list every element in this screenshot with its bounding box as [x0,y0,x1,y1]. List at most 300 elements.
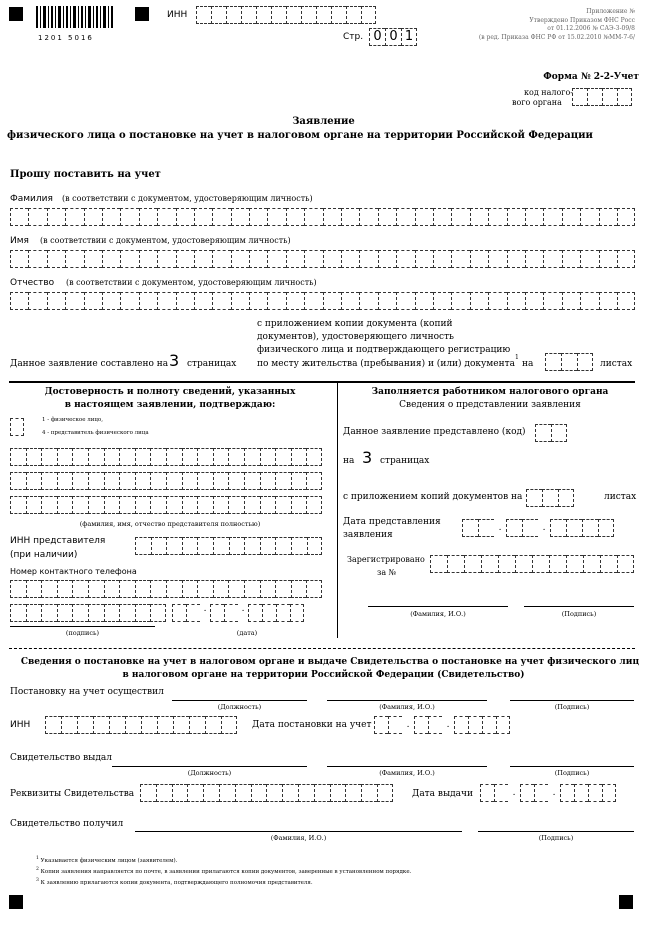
certificate-inn-cells[interactable] [45,716,237,734]
input-cell[interactable] [213,448,229,466]
input-cell[interactable] [249,208,267,226]
input-cell[interactable] [330,784,346,802]
request-heading: Прошу поставить на учет [10,169,161,180]
input-cell[interactable] [235,784,251,802]
input-cell[interactable] [41,448,57,466]
input-cell[interactable] [580,208,598,226]
input-cell[interactable] [72,580,88,598]
input-cell[interactable] [244,472,260,490]
input-cell[interactable] [275,580,291,598]
requisites-cells[interactable] [140,784,393,802]
input-cell[interactable] [93,716,109,734]
input-cell[interactable] [396,292,414,310]
input-cell[interactable] [139,292,157,310]
input-cell[interactable] [221,716,237,734]
confirm-date-caption: (дата) [236,629,258,637]
appendix-line: (в ред. Приказа ФНС РФ от 15.02.2010 №ММ-7-6/ [478,33,635,41]
input-cell[interactable] [26,472,42,490]
name-cells[interactable] [10,250,635,268]
footnote-2: $^2$ Копии заявления направляется по почте, в заявлении прилагаются копии документов, заверенные в установленном порядке. [36,867,412,875]
corner-marker-top-mid [135,7,149,21]
input-cell[interactable] [28,208,46,226]
officer-date-cells[interactable]: . . [462,519,614,537]
input-cell[interactable] [451,292,469,310]
input-cell[interactable] [104,472,120,490]
input-cell[interactable] [47,292,65,310]
input-cell[interactable] [267,208,285,226]
input-cell[interactable] [212,208,230,226]
input-cell[interactable] [197,580,213,598]
input-cell[interactable] [525,292,543,310]
input-cell[interactable] [228,472,244,490]
certificate-title-2: в налоговом органе на территории Российской Федерации (Свидетельство) [122,670,525,680]
input-cell[interactable] [109,716,125,734]
input-cell[interactable] [26,580,42,598]
input-cell[interactable] [291,496,307,514]
issued-fio-line [327,766,487,767]
input-cell[interactable] [125,716,141,734]
input-cell[interactable] [304,250,322,268]
input-cell[interactable] [275,472,291,490]
input-cell[interactable] [580,292,598,310]
attach-superscript: 1 [515,354,519,361]
input-cell[interactable] [260,472,276,490]
input-cell[interactable] [599,250,617,268]
input-cell[interactable] [47,250,65,268]
input-cell[interactable] [304,208,322,226]
input-cell[interactable] [61,716,77,734]
input-cell[interactable] [182,537,198,555]
input-cell[interactable] [45,716,61,734]
input-cell[interactable] [104,448,120,466]
input-cell[interactable] [543,250,561,268]
input-cell[interactable] [617,250,635,268]
officer-sign-line [524,606,634,607]
input-cell[interactable] [451,250,469,268]
surname-cells[interactable] [10,208,635,226]
input-cell[interactable] [84,292,102,310]
input-cell[interactable] [396,250,414,268]
input-cell[interactable] [415,208,433,226]
input-cell[interactable] [119,496,135,514]
input-cell[interactable] [377,784,393,802]
input-cell[interactable] [135,448,151,466]
input-cell[interactable] [415,250,433,268]
input-cell[interactable] [323,208,341,226]
input-cell[interactable] [515,555,532,573]
input-cell[interactable] [119,604,135,622]
input-cell[interactable] [135,604,151,622]
input-cell[interactable] [102,292,120,310]
reg-date-cells[interactable]: . . [374,716,510,734]
input-cell[interactable] [72,604,88,622]
input-cell[interactable] [10,292,28,310]
input-cell[interactable] [205,716,221,734]
input-cell[interactable] [140,784,156,802]
input-cell[interactable] [41,496,57,514]
input-cell[interactable] [260,496,276,514]
input-cell[interactable] [41,580,57,598]
input-cell[interactable] [249,292,267,310]
input-cell[interactable] [182,580,198,598]
corner-marker-bottom-right [619,895,633,909]
input-cell[interactable] [72,472,88,490]
input-cell[interactable] [213,580,229,598]
confirm-title-1: Достоверность и полноту сведений, указанных [44,387,296,397]
input-cell[interactable] [135,472,151,490]
confirm-option-1: 1 - физическое лицо, [42,417,103,423]
input-cell[interactable] [498,555,515,573]
reg-date-label: Дата постановки на учет [252,720,372,730]
input-cell[interactable] [306,496,322,514]
input-cell[interactable] [244,580,260,598]
input-cell[interactable] [88,604,104,622]
phone-cells-1[interactable] [10,580,322,598]
input-cell[interactable] [507,208,525,226]
confirm-type-cell[interactable] [10,418,24,436]
input-cell[interactable] [359,250,377,268]
input-cell[interactable] [139,208,157,226]
input-cell[interactable] [150,580,166,598]
tax-code-cells[interactable] [572,88,632,106]
input-cell[interactable] [10,208,28,226]
input-cell[interactable] [228,448,244,466]
input-cell[interactable] [306,472,322,490]
input-cell[interactable] [481,555,498,573]
input-cell[interactable] [28,292,46,310]
header-inn-cells[interactable] [196,6,376,24]
officer-copies-cells[interactable] [526,489,574,507]
input-cell[interactable] [229,537,245,555]
input-cell[interactable] [525,250,543,268]
input-cell[interactable] [323,292,341,310]
input-cell[interactable] [157,250,175,268]
input-cell[interactable] [275,448,291,466]
officer-presented: Данное заявление представлено (код) [343,427,526,437]
input-cell[interactable] [41,472,57,490]
input-cell[interactable] [104,604,120,622]
input-cell[interactable] [197,448,213,466]
input-cell[interactable] [10,580,26,598]
input-cell[interactable] [470,208,488,226]
input-cell[interactable] [150,496,166,514]
patronymic-label: Отчество [10,278,55,288]
input-cell[interactable] [341,208,359,226]
input-cell[interactable] [275,496,291,514]
input-cell[interactable] [251,784,267,802]
input-cell[interactable] [507,250,525,268]
input-cell[interactable] [266,784,282,802]
issued-fio-caption: (Фамилия, И.О.) [379,769,435,777]
officer-code-cells[interactable] [535,424,567,442]
input-cell[interactable] [104,580,120,598]
input-cell[interactable] [176,250,194,268]
input-cell[interactable] [57,472,73,490]
input-cell[interactable] [166,448,182,466]
input-cell[interactable] [244,496,260,514]
input-cell[interactable] [57,580,73,598]
input-cell[interactable] [378,292,396,310]
input-cell[interactable] [84,208,102,226]
input-cell[interactable] [213,472,229,490]
input-cell[interactable] [26,604,42,622]
input-cell[interactable] [194,250,212,268]
input-cell[interactable] [120,250,138,268]
surname-label: Фамилия [10,194,53,204]
input-cell[interactable] [135,537,151,555]
input-cell[interactable] [84,250,102,268]
input-cell[interactable] [10,448,26,466]
input-cell[interactable] [286,292,304,310]
input-cell[interactable] [194,292,212,310]
input-cell[interactable] [617,208,635,226]
input-cell[interactable] [600,555,617,573]
section-divider-vertical [337,382,338,638]
attach-sheets-cells[interactable] [545,353,593,371]
input-cell[interactable] [378,208,396,226]
input-cell[interactable] [10,250,28,268]
input-cell[interactable] [532,555,549,573]
input-cell[interactable] [47,208,65,226]
input-cell[interactable] [135,496,151,514]
page-digit: 0 [369,28,385,46]
input-cell[interactable] [203,784,219,802]
input-cell[interactable] [562,208,580,226]
input-cell[interactable] [88,472,104,490]
input-cell[interactable] [157,292,175,310]
input-cell[interactable] [396,208,414,226]
input-cell[interactable] [583,555,600,573]
input-cell[interactable] [566,555,583,573]
input-cell[interactable] [433,292,451,310]
input-cell[interactable] [10,472,26,490]
input-cell[interactable] [156,784,172,802]
input-cell[interactable] [291,537,307,555]
input-cell[interactable] [197,496,213,514]
input-cell[interactable] [228,496,244,514]
input-cell[interactable] [150,604,166,622]
inn-rep-label-2: (при наличии) [10,550,78,560]
phone-cells-2[interactable] [10,604,166,622]
input-cell[interactable] [88,580,104,598]
input-cell[interactable] [213,537,229,555]
input-cell[interactable] [102,250,120,268]
patronymic-cells[interactable] [10,292,635,310]
input-cell[interactable] [314,784,330,802]
input-cell[interactable] [231,292,249,310]
input-cell[interactable] [298,784,314,802]
attach-line-2: документов), удостоверяющего личность [257,332,454,342]
input-cell[interactable] [28,250,46,268]
officer-fio-line [368,606,508,607]
input-cell[interactable] [231,208,249,226]
input-cell[interactable] [139,250,157,268]
input-cell[interactable] [341,250,359,268]
input-cell[interactable] [378,250,396,268]
input-cell[interactable] [244,537,260,555]
input-cell[interactable] [157,716,173,734]
input-cell[interactable] [433,208,451,226]
inn-rep-cells[interactable] [135,537,322,555]
input-cell[interactable] [212,292,230,310]
input-cell[interactable] [549,555,566,573]
input-cell[interactable] [415,292,433,310]
input-cell[interactable] [135,580,151,598]
input-cell[interactable] [361,784,377,802]
input-cell[interactable] [306,580,322,598]
input-cell[interactable] [525,208,543,226]
input-cell[interactable] [166,537,182,555]
input-cell[interactable] [304,292,322,310]
input-cell[interactable] [341,292,359,310]
input-cell[interactable] [470,250,488,268]
input-cell[interactable] [102,208,120,226]
input-cell[interactable] [26,496,42,514]
officer-reg-cells[interactable] [430,555,634,573]
input-cell[interactable] [141,716,157,734]
issue-date-cells[interactable]: . . [480,784,616,802]
input-cell[interactable] [286,250,304,268]
input-cell[interactable] [433,250,451,268]
input-cell[interactable] [307,537,323,555]
input-cell[interactable] [212,250,230,268]
input-cell[interactable] [77,716,93,734]
tax-code-label-1: код налого- [524,88,573,97]
page-label: Стр. [343,32,364,42]
input-cell[interactable] [464,555,481,573]
input-cell[interactable] [228,580,244,598]
input-cell[interactable] [599,292,617,310]
input-cell[interactable] [151,537,167,555]
input-cell[interactable] [231,250,249,268]
input-cell[interactable] [447,555,464,573]
input-cell[interactable] [65,292,83,310]
input-cell[interactable] [488,292,506,310]
input-cell[interactable] [282,784,298,802]
rep-fio-cells-3[interactable] [10,496,322,514]
input-cell[interactable] [88,448,104,466]
input-cell[interactable] [189,716,205,734]
input-cell[interactable] [57,496,73,514]
input-cell[interactable] [260,580,276,598]
input-cell[interactable] [291,580,307,598]
input-cell[interactable] [543,208,561,226]
page-number-cells[interactable] [369,28,417,46]
input-cell[interactable] [182,448,198,466]
corner-marker-bottom-left [9,895,23,909]
input-cell[interactable] [176,292,194,310]
input-cell[interactable] [275,537,291,555]
input-cell[interactable] [176,208,194,226]
input-cell[interactable] [120,208,138,226]
input-cell[interactable] [150,448,166,466]
input-cell[interactable] [57,604,73,622]
input-cell[interactable] [194,208,212,226]
input-cell[interactable] [267,250,285,268]
input-cell[interactable] [104,496,120,514]
input-cell[interactable] [345,784,361,802]
input-cell[interactable] [187,784,203,802]
input-cell[interactable] [219,784,235,802]
input-cell[interactable] [182,472,198,490]
input-cell[interactable] [41,604,57,622]
input-cell[interactable] [119,472,135,490]
input-cell[interactable] [72,496,88,514]
input-cell[interactable] [488,250,506,268]
registered-position-line [172,700,307,701]
input-cell[interactable] [488,208,506,226]
input-cell[interactable] [580,250,598,268]
input-cell[interactable] [451,208,469,226]
officer-sign-caption: (Подпись) [561,610,597,618]
issued-position-line [112,766,307,767]
input-cell[interactable] [26,448,42,466]
rep-fio-cells-1[interactable] [10,448,322,466]
input-cell[interactable] [617,292,635,310]
input-cell[interactable] [430,555,447,573]
input-cell[interactable] [291,448,307,466]
input-cell[interactable] [323,250,341,268]
input-cell[interactable] [267,292,285,310]
certificate-title-1: Сведения о постановке на учет в налоговом органе и выдаче Свидетельства о постановке на учет физического лиц [20,657,640,667]
input-cell[interactable] [119,448,135,466]
input-cell[interactable] [172,784,188,802]
input-cell[interactable] [306,448,322,466]
input-cell[interactable] [120,292,138,310]
input-cell[interactable] [119,580,135,598]
input-cell[interactable] [166,496,182,514]
input-cell[interactable] [72,448,88,466]
input-cell[interactable] [286,208,304,226]
input-cell[interactable] [291,472,307,490]
input-cell[interactable] [507,292,525,310]
input-cell[interactable] [260,537,276,555]
input-cell[interactable] [562,250,580,268]
input-cell[interactable] [65,208,83,226]
input-cell[interactable] [57,448,73,466]
input-cell[interactable] [157,208,175,226]
input-cell[interactable] [562,292,580,310]
corner-marker-top-left [9,7,23,21]
officer-registered-1: Зарегистрировано [347,555,425,564]
input-cell[interactable] [359,208,377,226]
section-divider-top [9,381,635,383]
confirm-date-cells[interactable]: . . [172,604,304,622]
input-cell[interactable] [166,472,182,490]
input-cell[interactable] [543,292,561,310]
input-cell[interactable] [197,472,213,490]
input-cell[interactable] [213,496,229,514]
rep-fio-cells-2[interactable] [10,472,322,490]
input-cell[interactable] [10,604,26,622]
input-cell[interactable] [173,716,189,734]
input-cell[interactable] [470,292,488,310]
input-cell[interactable] [244,448,260,466]
input-cell[interactable] [166,580,182,598]
input-cell[interactable] [150,472,166,490]
input-cell[interactable] [10,496,26,514]
input-cell[interactable] [249,250,267,268]
input-cell[interactable] [88,496,104,514]
input-cell[interactable] [197,537,213,555]
input-cell[interactable] [260,448,276,466]
input-cell[interactable] [599,208,617,226]
input-cell[interactable] [359,292,377,310]
title-line-2: физического лица о постановке на учет в налоговом органе на территории Российской Федерации [7,130,593,141]
input-cell[interactable] [182,496,198,514]
input-cell[interactable] [65,250,83,268]
input-cell[interactable] [617,555,634,573]
